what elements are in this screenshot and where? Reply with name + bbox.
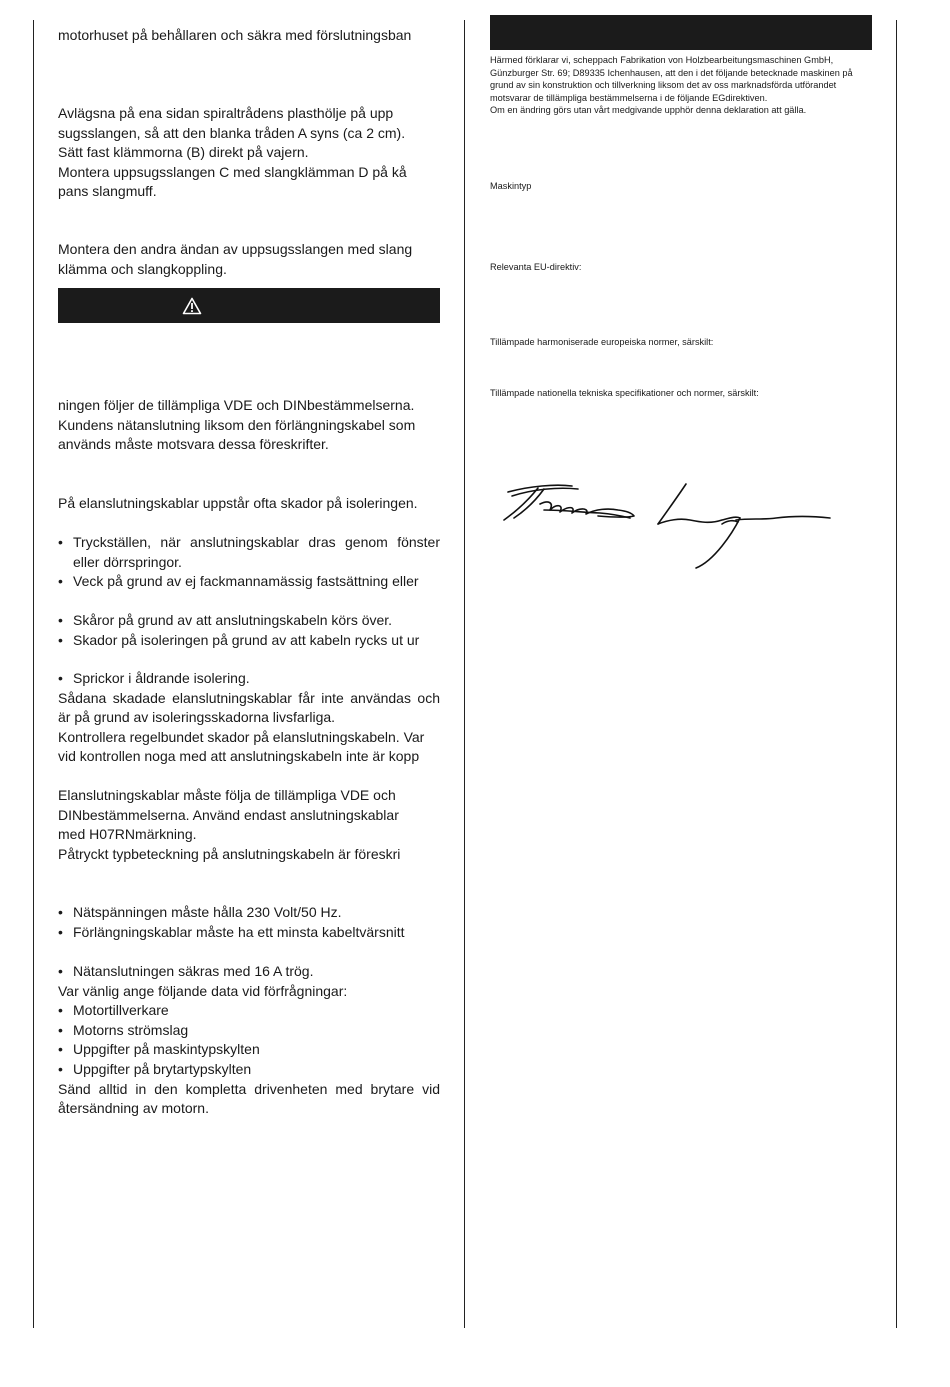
text-line: Avlägsna på ena sidan spiraltrådens plasthölje på upp [58,105,394,121]
list-item: • Förlängningskablar måste ha ett minsta kabeltvärsnitt [58,923,440,943]
list-item: • Uppgifter på maskintypskylten [58,1040,440,1060]
national-specs-label: Tillämpade nationella tekniska specifikationer och normer, särskilt: [490,388,759,398]
text-line: Montera uppsugsslangen C med slangklämman D på kå [58,163,407,180]
text-line: ningen följer de tillämpliga VDE och DINbestämmelserna. [58,397,415,413]
list-item: • Uppgifter på brytartypskylten [58,1060,440,1080]
list-item: • Skador på isoleringen på grund av att kabeln rycks ut ur [58,631,440,651]
list-item: • Veck på grund av ej fackmannamässig fastsättning eller [58,572,440,592]
text-line: Sänd alltid in den kompletta drivenheten med brytare vid återsändning av motorn. [58,1080,440,1117]
list-item: • Motortillverkare [58,1001,440,1021]
declaration-header-bar [490,15,872,50]
text-line: På elanslutningskablar uppstår ofta skador på isoleringen. [58,495,418,511]
center-column-rule [464,20,465,1328]
list-item: • Sprickor i åldrande isolering. [58,669,440,689]
text-line: Påtryckt typbeteckning på anslutningskabeln är föreskri [58,845,401,862]
bullet-list-voltage [58,903,440,942]
warning-header-bar [58,288,440,323]
paragraph-cable-damage [58,494,440,514]
text-line: Montera den andra ändan av uppsugsslangen med slang [58,241,413,257]
text-line: Var vänlig ange följande data vid förfrågningar: [58,982,348,999]
text-line: DINbestämmelserna. Använd endast anslutningskablar [58,806,399,823]
text-line: med H07RNmärkning. [58,826,197,843]
harmonised-norms-label: Tillämpade harmoniserade europeiska normer, särskilt: [490,337,714,347]
paragraph-requests [58,962,440,1119]
declaration-note: Om en ändring görs utan vårt medgivande upphör denna deklaration att gälla. [490,105,807,116]
text-line: används måste motsvara dessa föreskrifter. [58,436,329,453]
left-margin-rule [33,20,34,1328]
list-item: • Nätanslutningen säkras med 16 A trög. [58,962,440,982]
text-line: Sätt fast klämmorna (B) direkt på vajern. [58,144,309,161]
bullet-list-damage-1 [58,533,440,592]
list-item: • Nätspänningen måste hålla 230 Volt/50 Hz. [58,903,440,923]
text-line: pans slangmuff. [58,183,157,200]
eu-directives-label: Relevanta EU-direktiv: [490,262,582,272]
paragraph-cable-requirements [58,786,440,864]
list-item: • Tryckställen, när anslutningskablar dras genom fönster eller dörrspringor. [58,533,440,572]
paragraph-electrical-regulations [58,396,440,455]
list-item: • Skåror på grund av att anslutningskabeln körs över. [58,611,440,631]
paragraph-hose-other-end [58,240,440,279]
text-line: vid kontrollen noga med att anslutningskabeln inte är kopp [58,748,420,765]
text-line: Kontrollera regelbundet skador på elanslutningskabeln. Var [58,728,425,745]
paragraph-container-closure [58,26,440,46]
paragraph-damaged-cables [58,669,440,767]
declaration-text: Härmed förklarar vi, scheppach Fabrikation von Holzbearbeitungsmaschinen GmbH, Günzburger Str. 69; D89335 Ichenhausen, att den i det följande betecknade maskinen på grund av sin konstruktion och tillverkning liksom det av oss marknadsförda utförandet motsvarar de tillämpliga bestämmelserna i de följande EGdirektiven. [490,55,853,103]
text-line: Sådana skadade elanslutningskablar får inte användas och är på grund av isoleringsskadorna livsfarliga. [58,689,440,726]
right-margin-rule [896,20,897,1328]
text-line: Kundens nätanslutning liksom den förlängningskabel som [58,416,416,433]
text-line: Elanslutningskablar måste följa de tillämpliga VDE och [58,787,396,803]
machine-type-label: Maskintyp [490,181,532,191]
text-line: sugsslangen, så att den blanka tråden A syns (ca 2 cm). [58,124,406,141]
conformity-declaration [490,54,862,117]
paragraph-hose-mounting [58,104,440,202]
list-item: • Motorns strömslag [58,1021,440,1041]
handwritten-signature [500,480,835,575]
bullet-list-damage-2 [58,611,440,650]
paragraph-closure: motorhuset på behållaren och säkra med förslutningsban [58,27,412,43]
text-line: klämma och slangkoppling. [58,260,227,277]
warning-triangle-icon [182,297,202,315]
